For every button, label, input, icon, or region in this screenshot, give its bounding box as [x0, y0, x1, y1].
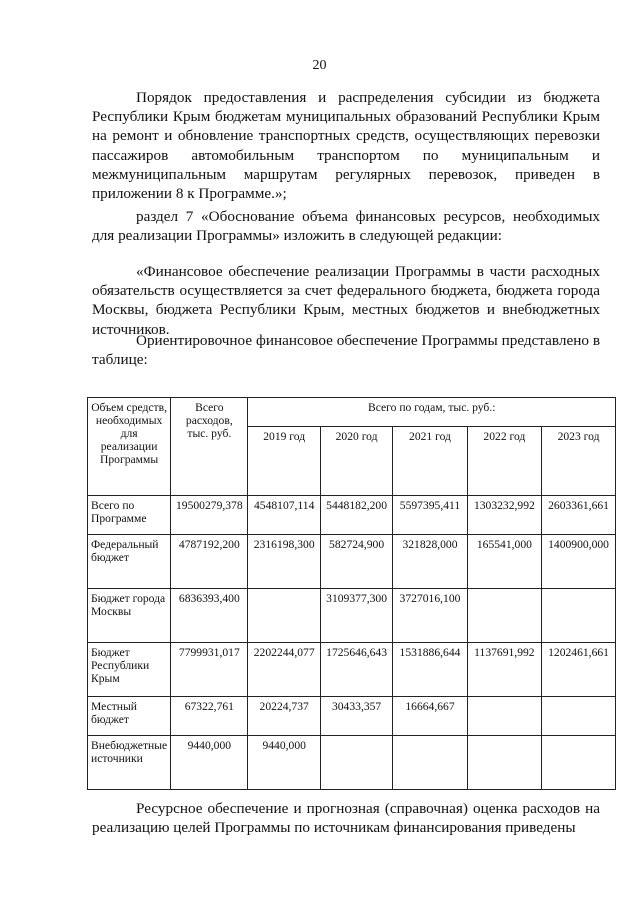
table-row — [88, 643, 616, 697]
cell-total: 6836393,400 — [171, 589, 248, 643]
cell-2022 — [467, 697, 541, 736]
cell-2020 — [320, 736, 392, 790]
cell-2019: 2202244,077 — [248, 643, 320, 697]
cell-2021: 16664,667 — [393, 697, 467, 736]
paragraph-text: раздел 7 «Обоснование объема финансовых ресурсов, необходимых для реализации Программы» изложить в следующей редакции: — [92, 208, 600, 245]
paragraph-text: Порядок предоставления и распределения субсидии из бюджета Республики Крым бюджетам муниципальных образований Республики Крым на ремонт и обновление транспортных средств, осуществляющих перевозки пассажиров автомобильным транспортом по муниципальным и межмуниципальным маршрутам регулярных перевозок, приведен в приложении 8 к Программе.»; — [92, 89, 600, 203]
row-label: Федеральный бюджет — [88, 535, 171, 589]
row-label: Всего по Программе — [88, 496, 171, 535]
cell-2023 — [542, 697, 616, 736]
table-row — [88, 697, 616, 736]
cell-2019: 2316198,300 — [248, 535, 320, 589]
cell-2020: 5448182,200 — [320, 496, 392, 535]
header-year: 2020 год — [320, 427, 392, 496]
paragraph-subsidy-procedure — [92, 88, 600, 203]
cell-total: 4787192,200 — [171, 535, 248, 589]
paragraph-table-intro — [92, 331, 600, 369]
row-label: Бюджет Республики Крым — [88, 643, 171, 697]
cell-2021: 1531886,644 — [393, 643, 467, 697]
cell-2023: 1202461,661 — [542, 643, 616, 697]
header-source: Объем средств, необходимых для реализации Программы — [88, 398, 171, 496]
header-year: 2019 год — [248, 427, 320, 496]
paragraph-text: Ресурсное обеспечение и прогнозная (справочная) оценка расходов на реализацию целей Программы по источникам финансирования приведены — [92, 800, 600, 837]
header-year: 2022 год — [467, 427, 541, 496]
row-label: Бюджет города Москвы — [88, 589, 171, 643]
paragraph-text: Ориентировочное финансовое обеспечение Программы представлено в таблице: — [92, 332, 600, 369]
cell-2022: 1303232,992 — [467, 496, 541, 535]
cell-2022 — [467, 589, 541, 643]
cell-2019: 4548107,114 — [248, 496, 320, 535]
header-by-years: Всего по годам, тыс. руб.: — [248, 398, 616, 427]
cell-total: 19500279,378 — [171, 496, 248, 535]
header-year: 2021 год — [393, 427, 467, 496]
paragraph-section-7-amendment — [92, 207, 600, 245]
cell-2023: 1400900,000 — [542, 535, 616, 589]
paragraph-resource-estimate — [92, 799, 600, 837]
page-number: 20 — [312, 58, 327, 73]
paragraph-text: «Финансовое обеспечение реализации Программы в части расходных обязательств осуществляется за счет федерального бюджета, бюджета города Москвы, бюджета Республики Крым, местных бюджетов и внебюджетных источников. — [92, 263, 600, 338]
cell-2020: 3109377,300 — [320, 589, 392, 643]
cell-2021: 321828,000 — [393, 535, 467, 589]
row-label: Местный бюджет — [88, 697, 171, 736]
cell-total: 67322,761 — [171, 697, 248, 736]
paragraph-financing-sources — [92, 262, 600, 339]
header-total: Всего расходов, тыс. руб. — [171, 398, 248, 496]
cell-2020: 30433,357 — [320, 697, 392, 736]
cell-2021: 3727016,100 — [393, 589, 467, 643]
table-row — [88, 589, 616, 643]
cell-2021: 5597395,411 — [393, 496, 467, 535]
table-header-row — [88, 398, 616, 427]
table-row — [88, 496, 616, 535]
cell-2021 — [393, 736, 467, 790]
cell-2022: 165541,000 — [467, 535, 541, 589]
cell-2020: 1725646,643 — [320, 643, 392, 697]
header-year: 2023 год — [542, 427, 616, 496]
table-row — [88, 535, 616, 589]
row-label: Внебюджетные источники — [88, 736, 171, 790]
cell-2019: 9440,000 — [248, 736, 320, 790]
cell-2023 — [542, 589, 616, 643]
cell-2023: 2603361,661 — [542, 496, 616, 535]
cell-2023 — [542, 736, 616, 790]
cell-2019: 20224,737 — [248, 697, 320, 736]
cell-2022: 1137691,992 — [467, 643, 541, 697]
cell-total: 7799931,017 — [171, 643, 248, 697]
table-row — [88, 736, 616, 790]
cell-2022 — [467, 736, 541, 790]
cell-total: 9440,000 — [171, 736, 248, 790]
cell-2020: 582724,900 — [320, 535, 392, 589]
cell-2019 — [248, 589, 320, 643]
financing-table — [87, 397, 616, 790]
